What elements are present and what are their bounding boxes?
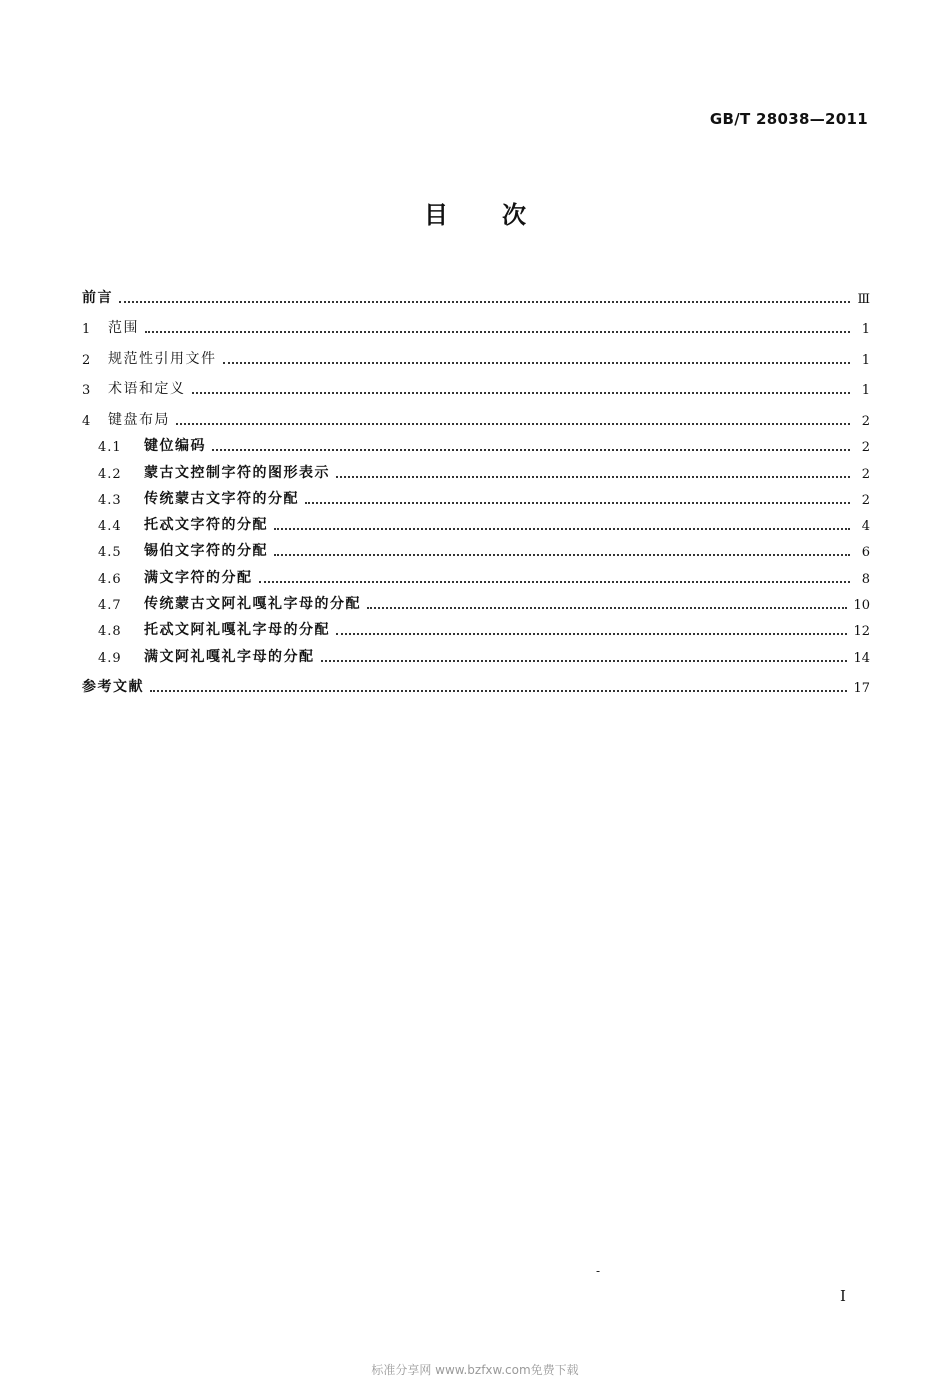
toc-entry-number: 4.6 (98, 571, 122, 587)
toc-entry-page: 2 (861, 440, 870, 456)
toc-subentry[interactable] (82, 613, 870, 639)
toc-entry-label: 锡伯文字符的分配 (144, 543, 268, 560)
toc-entry-label: 传统蒙古文阿礼嘎礼字母的分配 (144, 596, 361, 613)
toc-title: 目次 (424, 201, 580, 229)
table-of-contents (82, 276, 870, 696)
toc-entry-label: 满文阿礼嘎礼字母的分配 (144, 648, 315, 665)
toc-entry-number: 4.4 (98, 519, 122, 535)
leader-dots (119, 300, 850, 303)
leader-dots (212, 448, 850, 451)
leader-dots (176, 422, 850, 425)
footer-mark: - (596, 1264, 601, 1278)
toc-entry-label: 托忒文字符的分配 (144, 517, 268, 534)
toc-entry-page: 6 (861, 545, 870, 561)
toc-entry-number: 4.1 (98, 440, 122, 456)
toc-subentry[interactable] (82, 560, 870, 586)
leader-dots (367, 606, 847, 609)
leader-dots (150, 689, 847, 692)
leader-dots (336, 475, 850, 478)
toc-entry-page: 2 (861, 492, 870, 508)
leader-dots (274, 553, 850, 556)
toc-entry-label: 参考文献 (82, 679, 144, 696)
leader-dots (259, 580, 851, 583)
page-number: I (840, 1287, 846, 1305)
toc-subentry[interactable] (82, 508, 870, 534)
toc-entry-page: 12 (853, 624, 870, 640)
toc-entry-page: Ⅲ (857, 291, 870, 307)
leader-dots (223, 361, 851, 364)
toc-entry-label: 前言 (82, 289, 113, 306)
leader-dots (192, 391, 851, 394)
toc-entry-page: 4 (861, 519, 870, 535)
toc-entry-label: 术语和定义 (108, 381, 186, 398)
toc-entry-page: 1 (861, 322, 870, 338)
toc-subentry[interactable] (82, 429, 870, 455)
leader-dots (321, 659, 848, 662)
toc-entry-label: 蒙古文控制字符的图形表示 (144, 464, 330, 481)
toc-entry-label: 规范性引用文件 (108, 350, 217, 367)
toc-entry[interactable] (82, 368, 870, 399)
toc-entry[interactable] (82, 398, 870, 429)
toc-entry-number: 4.3 (98, 492, 122, 508)
toc-subentry[interactable] (82, 534, 870, 560)
watermark: 标准分享网 www.bzfxw.com免费下载 (371, 1363, 579, 1377)
toc-entry-number: 2 (82, 352, 91, 368)
toc-entry-label: 托忒文阿礼嘎礼字母的分配 (144, 622, 330, 639)
toc-entry-label: 键位编码 (144, 438, 206, 455)
toc-entry-page: 10 (853, 598, 870, 614)
toc-entry-label: 传统蒙古文字符的分配 (144, 490, 299, 507)
toc-entry-number: 4.7 (98, 598, 122, 614)
toc-entry-number: 3 (82, 383, 91, 399)
toc-entry[interactable] (82, 276, 870, 307)
toc-subentry[interactable] (82, 639, 870, 665)
toc-entry-number: 4 (82, 413, 91, 429)
standard-code: GB/T 28038—2011 (709, 110, 868, 128)
leader-dots (145, 330, 850, 333)
toc-entry-page: 1 (861, 352, 870, 368)
leader-dots (336, 632, 847, 635)
toc-entry-page: 2 (861, 466, 870, 482)
toc-entry-number: 4.5 (98, 545, 122, 561)
leader-dots (305, 501, 850, 504)
toc-subentry[interactable] (82, 587, 870, 613)
toc-entry-page: 1 (861, 383, 870, 399)
toc-entry-label: 满文字符的分配 (144, 569, 253, 586)
toc-entry-label: 范围 (108, 320, 139, 337)
toc-entry-number: 1 (82, 322, 91, 338)
toc-entry[interactable] (82, 666, 870, 697)
toc-entry[interactable] (82, 337, 870, 368)
toc-entry-number: 4.9 (98, 650, 122, 666)
toc-entry[interactable] (82, 307, 870, 338)
toc-entry-page: 2 (861, 413, 870, 429)
leader-dots (274, 527, 850, 530)
toc-entry-number: 4.8 (98, 624, 122, 640)
toc-subentry[interactable] (82, 482, 870, 508)
toc-subentry[interactable] (82, 455, 870, 481)
toc-entry-page: 14 (853, 650, 870, 666)
toc-entry-page: 8 (861, 571, 870, 587)
toc-entry-label: 键盘布局 (108, 411, 170, 428)
toc-entry-number: 4.2 (98, 466, 122, 482)
toc-entry-page: 17 (853, 681, 870, 697)
